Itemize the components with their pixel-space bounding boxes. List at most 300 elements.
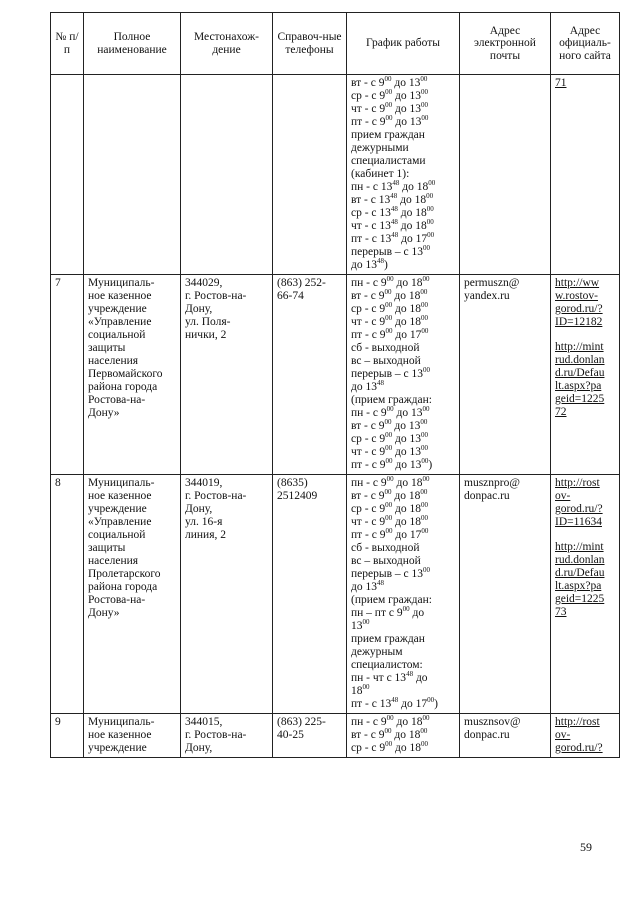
site-link-line[interactable]: gorod.ru/? [555,742,603,754]
institutions-table [50,12,620,758]
schedule-text: до 18 [391,729,421,741]
schedule-text: дежурным [351,646,403,658]
name-line: Дону» [88,407,120,419]
schedule-text: до 18 [392,503,422,515]
time-minutes: 00 [385,88,393,96]
time-minutes: 00 [385,740,393,748]
schedule-line [351,568,455,581]
cell-phones [273,475,347,714]
time-minutes: 00 [386,275,394,283]
site-link-line[interactable]: gorod.ru/? [555,303,603,315]
time-minutes: 48 [390,218,398,226]
schedule-line [351,233,455,246]
schedule-text: до 17 [392,329,422,341]
time-minutes: 00 [427,231,435,239]
schedule-text: пн - с 13 [351,181,393,193]
schedule-text: до 18 [392,316,421,328]
schedule-text: до 13 [392,90,422,102]
schedule-line [351,129,455,142]
time-minutes: 00 [421,457,429,465]
name-line: социальной [88,329,146,341]
name-line: «Управление [88,516,152,528]
header-location: Местонахож-дение [181,13,273,75]
schedule-line [351,342,455,355]
spacer [555,529,615,541]
location-line: Дону, [185,303,213,315]
name-line: Дону» [88,607,120,619]
time-minutes: 00 [385,501,393,509]
name-line: учреждение [88,742,147,754]
schedule-line [351,555,455,568]
schedule-text: до 17 [392,529,422,541]
schedule-text: дежурными [351,142,409,154]
time-minutes: 00 [386,475,394,483]
cell-name [84,75,181,275]
name-line: ное казенное [88,490,152,502]
schedule-text: до 18 [399,181,429,193]
name-line: Муниципаль- [88,716,155,728]
schedule-line [351,407,455,420]
cell-schedule [347,475,460,714]
name-line: ное казенное [88,290,152,302]
schedule-text: до 13 [392,433,422,445]
schedule-text: до 13 [393,407,423,419]
site-link-line[interactable]: gorod.ru/? [555,503,603,515]
location-line: ул. Поля- [185,316,231,328]
time-minutes: 00 [426,192,434,200]
time-minutes: 00 [384,288,392,296]
schedule-text: до [413,672,428,684]
schedule-line [351,194,455,207]
time-minutes: 00 [385,114,393,122]
schedule-line [351,646,455,659]
name-line: Муниципаль- [88,277,155,289]
table-body [51,75,620,758]
schedule-text: вт - с 9 [351,490,385,502]
cell-email [460,714,551,758]
schedule-line [351,459,455,472]
schedule-text: до 13 [351,259,377,271]
schedule-line [351,446,455,459]
email-line: donpac.ru [464,490,510,502]
schedule-text: вт - с 9 [351,729,385,741]
header-name: Полное наименование [84,13,181,75]
phones-line: 66-74 [277,290,304,302]
schedule-text: до 18 [397,194,427,206]
schedule-line [351,542,455,555]
header-row [51,13,620,75]
schedule-line [351,659,455,672]
site-link-line[interactable]: rud.donlan [555,554,605,566]
header-num: № п/п [51,13,84,75]
schedule-text: ) [428,459,433,471]
table-row [51,275,620,475]
schedule-text: до 13 [392,446,421,458]
schedule-text: до 18 [397,220,427,232]
location-line: г. Ростов-на- [185,290,247,302]
schedule-text: перерыв – с 13 [351,246,423,258]
time-minutes: 00 [421,327,429,335]
site-link-line[interactable]: geid=1225 [555,593,605,605]
email-line: donpac.ru [464,729,510,741]
time-minutes: 00 [421,88,429,96]
schedule-text: сб - выходной [351,342,420,354]
site-link-line[interactable]: http://ww [555,277,600,289]
schedule-line [351,259,455,272]
schedule-text: вт - с 9 [351,420,385,432]
schedule-line [351,698,455,711]
site-link-line[interactable]: 71 [555,77,567,89]
email-line: musznpro@ [464,477,520,489]
cell-num [51,275,84,475]
email-line: musznsov@ [464,716,521,728]
schedule-text: чт - с 13 [351,220,391,232]
schedule-text: перерыв – с 13 [351,368,423,380]
cell-email [460,475,551,714]
time-minutes: 00 [385,444,393,452]
cell-site [551,275,620,475]
page-number: 59 [580,840,592,854]
schedule-line [351,316,455,329]
schedule-text: чт - с 9 [351,516,386,528]
time-minutes: 00 [421,431,429,439]
location-line: 344029, [185,277,223,289]
time-minutes: 00 [384,75,392,83]
site-link-line[interactable]: d.ru/Defau [555,367,605,379]
name-line: Пролетарского [88,568,161,580]
phones-line: (8635) [277,477,308,489]
site-link-line[interactable]: 73 [555,606,567,618]
time-minutes: 00 [421,740,429,748]
schedule-text: пт - с 9 [351,529,386,541]
site-link-line[interactable]: ID=11634 [555,516,602,528]
schedule-text: пт - с 9 [351,329,386,341]
cell-name [84,714,181,758]
schedule-text: вс – выходной [351,355,421,367]
schedule-text: прием граждан [351,129,425,141]
name-line: района города [88,581,158,593]
schedule-text: 18 [351,685,363,697]
schedule-text: до 17 [398,698,428,710]
schedule-text: пт - с 13 [351,233,392,245]
schedule-text: до 18 [392,303,422,315]
time-minutes: 00 [420,75,428,83]
location-line: г. Ростов-на- [185,729,247,741]
schedule-line [351,220,455,233]
time-minutes: 00 [402,605,410,613]
schedule-text: ср - с 9 [351,433,386,445]
time-minutes: 00 [420,514,428,522]
table-row [51,475,620,714]
schedule-line [351,90,455,103]
header-site: Адрес официаль-ного сайта [551,13,620,75]
schedule-text: пн - с 9 [351,407,387,419]
time-minutes: 00 [423,366,430,374]
schedule-text: пн - с 9 [351,716,387,728]
cell-phones [273,275,347,475]
schedule-text: (прием граждан: [351,594,432,606]
schedule-line [351,181,455,194]
site-link-line[interactable]: ov- [555,490,571,502]
schedule-text: до 13 [351,581,377,593]
schedule-text: до 18 [391,490,421,502]
cell-phones [273,714,347,758]
cell-num [51,714,84,758]
location-line: Дону, [185,503,213,515]
schedule-text: пн – пт с 9 [351,607,403,619]
header-phones: Справоч-ные телефоны [273,13,347,75]
site-link-line[interactable]: geid=1225 [555,393,605,405]
time-minutes: 00 [423,566,430,574]
schedule-line [351,103,455,116]
time-minutes: 00 [423,244,430,252]
cell-location [181,475,273,714]
time-minutes: 00 [428,179,436,187]
name-line: населения [88,555,139,567]
schedule-line [351,516,455,529]
header-schedule: График работы [347,13,460,75]
schedule-line [351,581,455,594]
schedule-text: ср - с 9 [351,303,386,315]
schedule-line [351,142,455,155]
time-minutes: 00 [385,101,393,109]
schedule-text: чт - с 9 [351,103,386,115]
phones-line: 2512409 [277,490,318,502]
schedule-text: ср - с 9 [351,90,386,102]
time-minutes: 00 [420,101,428,109]
schedule-line [351,277,455,290]
schedule-line [351,77,455,90]
location-line: ул. 16-я [185,516,223,528]
row-number: 8 [55,477,61,489]
time-minutes: 00 [420,314,428,322]
location-line: линия, 2 [185,529,226,541]
schedule-text: ) [434,698,438,710]
site-link-line[interactable]: http://mint [555,341,604,353]
schedule-text: ср - с 9 [351,503,386,515]
schedule-text: пн - с 9 [351,477,387,489]
cell-schedule [347,275,460,475]
location-line: 344015, [185,716,223,728]
schedule-line [351,168,455,181]
name-line: Первомайского [88,368,163,380]
time-minutes: 00 [385,527,393,535]
schedule-text: до [409,607,425,619]
cell-email [460,275,551,475]
schedule-line [351,303,455,316]
time-minutes: 00 [362,683,370,691]
schedule-text: ср - с 13 [351,207,391,219]
time-minutes: 48 [390,192,398,200]
time-minutes: 00 [421,501,429,509]
schedule-line [351,503,455,516]
name-line: района города [88,381,158,393]
time-minutes: 00 [421,114,429,122]
email-line: yandex.ru [464,290,510,302]
schedule-line [351,381,455,394]
schedule-line [351,355,455,368]
schedule-text: (кабинет 1): [351,168,410,180]
cell-schedule [347,714,460,758]
time-minutes: 00 [427,696,435,704]
schedule-line [351,729,455,742]
schedule-line [351,633,455,646]
schedule-text: чт - с 9 [351,446,386,458]
schedule-text: вс – выходной [351,555,421,567]
time-minutes: 00 [385,431,393,439]
schedule-text: пт - с 13 [351,698,392,710]
phones-line: (863) 225- [277,716,326,728]
name-line: защиты [88,342,126,354]
schedule-line [351,490,455,503]
time-minutes: 00 [420,418,428,426]
time-minutes: 48 [376,257,384,265]
location-line: Дону, [185,742,213,754]
name-line: защиты [88,542,126,554]
schedule-text: до 18 [393,716,423,728]
schedule-line [351,246,455,259]
time-minutes: 00 [385,457,393,465]
site-link-line[interactable]: rud.donlan [555,354,605,366]
schedule-line [351,329,455,342]
cell-location [181,714,273,758]
schedule-line [351,529,455,542]
site-link-line[interactable]: d.ru/Defau [555,567,605,579]
schedule-line [351,116,455,129]
time-minutes: 00 [386,405,394,413]
time-minutes: 00 [362,618,370,626]
schedule-text: пн - чт с 13 [351,672,407,684]
schedule-line [351,716,455,729]
schedule-text: пт - с 9 [351,116,386,128]
schedule-text: до 13 [392,116,422,128]
time-minutes: 48 [390,205,398,213]
schedule-line [351,207,455,220]
schedule-text: (прием граждан: [351,394,432,406]
schedule-text: вт - с 9 [351,290,385,302]
time-minutes: 00 [420,288,428,296]
name-line: населения [88,355,139,367]
schedule-text: сб - выходной [351,542,420,554]
schedule-line [351,155,455,168]
location-line: г. Ростов-на- [185,490,247,502]
schedule-text: перерыв – с 13 [351,568,423,580]
schedule-text: до 18 [392,516,421,528]
cell-site [551,75,620,275]
time-minutes: 00 [421,527,429,535]
time-minutes: 00 [385,314,393,322]
schedule-line [351,394,455,407]
name-line: учреждение [88,303,147,315]
spacer [555,329,615,341]
site-link-line[interactable]: 72 [555,406,567,418]
site-link-line[interactable]: http://rost [555,477,600,489]
phones-line: (863) 252- [277,277,326,289]
cell-name [84,475,181,714]
schedule-text: до 13 [391,420,421,432]
table-row [51,714,620,758]
name-line: ное казенное [88,729,152,741]
time-minutes: 48 [391,231,399,239]
cell-schedule [347,75,460,275]
time-minutes: 00 [385,327,393,335]
time-minutes: 00 [422,714,430,722]
cell-site [551,475,620,714]
time-minutes: 00 [385,514,393,522]
time-minutes: 48 [392,179,400,187]
time-minutes: 00 [426,218,434,226]
schedule-text: до 13 [351,381,377,393]
cell-site [551,714,620,758]
schedule-text: до 18 [393,477,423,489]
time-minutes: 00 [420,444,428,452]
time-minutes: 48 [376,379,384,387]
site-link-line[interactable]: http://mint [555,541,604,553]
time-minutes: 00 [384,488,392,496]
time-minutes: 48 [406,670,414,678]
schedule-text: до 13 [392,459,422,471]
name-line: Муниципаль- [88,477,155,489]
schedule-text: 13 [351,620,363,632]
time-minutes: 00 [386,714,394,722]
schedule-text: специалистами [351,155,426,167]
schedule-text: специалистом: [351,659,423,671]
schedule-line [351,685,455,698]
cell-num [51,475,84,714]
schedule-line [351,433,455,446]
schedule-text: пн - с 9 [351,277,387,289]
time-minutes: 00 [422,275,430,283]
schedule-text: до 18 [393,277,423,289]
name-line: учреждение [88,503,147,515]
time-minutes: 00 [384,418,392,426]
row-number: 7 [55,277,61,289]
time-minutes: 00 [384,727,392,735]
time-minutes: 48 [376,579,384,587]
cell-email [460,75,551,275]
name-line: Ростова-на- [88,394,146,406]
schedule-text: ) [383,259,388,271]
header-email: Адрес электронной почты [460,13,551,75]
location-line: нички, 2 [185,329,227,341]
row-number: 9 [55,716,61,728]
site-link-line[interactable]: lt.aspx?pa [555,380,602,392]
schedule-text: до 13 [391,77,421,89]
site-link-line[interactable]: lt.aspx?pa [555,580,602,592]
schedule-text: до 18 [392,742,422,754]
time-minutes: 00 [422,475,430,483]
schedule-text: до 17 [398,233,428,245]
schedule-text: до 13 [392,103,421,115]
schedule-text: до 18 [397,207,427,219]
cell-location [181,75,273,275]
time-minutes: 00 [421,301,429,309]
cell-name [84,275,181,475]
table-row [51,75,620,275]
schedule-text: до 18 [391,290,421,302]
cell-location [181,275,273,475]
site-link-line[interactable]: w.rostov- [555,290,599,302]
schedule-text: вт - с 13 [351,194,391,206]
schedule-text: чт - с 9 [351,316,386,328]
site-link-line[interactable]: http://rost [555,716,600,728]
site-link-line[interactable]: ID=12182 [555,316,603,328]
schedule-line [351,290,455,303]
time-minutes: 00 [385,301,393,309]
name-line: социальной [88,529,146,541]
site-link-line[interactable]: ov- [555,729,571,741]
phones-line: 40-25 [277,729,304,741]
